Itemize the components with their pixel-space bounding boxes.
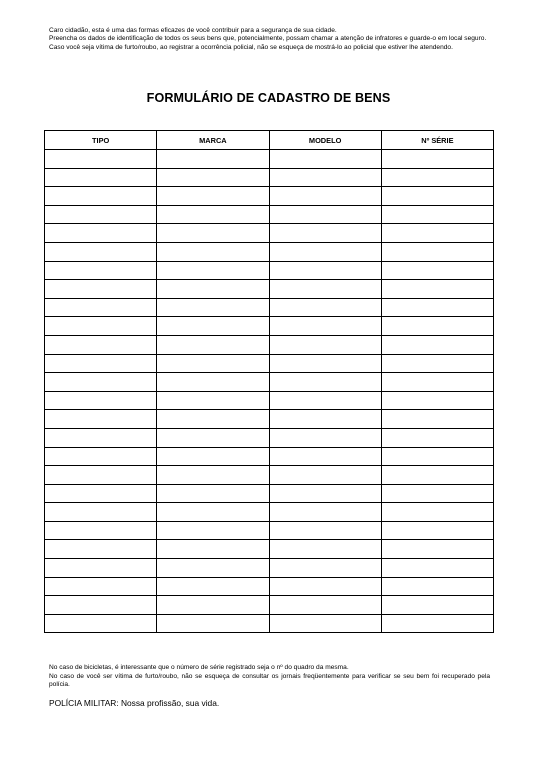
cell-modelo[interactable] xyxy=(269,447,381,466)
cell-tipo[interactable] xyxy=(45,428,157,447)
cell-numero-serie[interactable] xyxy=(381,280,493,299)
table-row xyxy=(45,540,494,559)
cell-marca[interactable] xyxy=(157,559,269,578)
form-title: FORMULÁRIO DE CADASTRO DE BENS xyxy=(146,91,391,105)
cell-marca[interactable] xyxy=(157,242,269,261)
cell-tipo[interactable] xyxy=(45,577,157,596)
cell-marca[interactable] xyxy=(157,614,269,633)
cell-marca[interactable] xyxy=(157,596,269,615)
cell-modelo[interactable] xyxy=(269,466,381,485)
cell-tipo[interactable] xyxy=(45,335,157,354)
cell-marca[interactable] xyxy=(157,428,269,447)
table-row xyxy=(45,466,494,485)
cell-marca[interactable] xyxy=(157,410,269,429)
cell-tipo[interactable] xyxy=(45,391,157,410)
cell-numero-serie[interactable] xyxy=(381,596,493,615)
table-row xyxy=(45,373,494,392)
cell-tipo[interactable] xyxy=(45,261,157,280)
cell-numero-serie[interactable] xyxy=(381,503,493,522)
cell-numero-serie[interactable] xyxy=(381,242,493,261)
table-row xyxy=(45,447,494,466)
cell-marca[interactable] xyxy=(157,205,269,224)
cell-marca[interactable] xyxy=(157,521,269,540)
cell-marca[interactable] xyxy=(157,466,269,485)
cell-tipo[interactable] xyxy=(45,242,157,261)
cell-modelo[interactable] xyxy=(269,373,381,392)
note-line-2: No caso de você ser vítima de furto/roubo, não se esqueça de consultar os jornais freqüentemente para verificar se seu bem foi recuperado pela polícia. xyxy=(49,672,490,689)
cell-tipo[interactable] xyxy=(45,596,157,615)
cell-tipo[interactable] xyxy=(45,540,157,559)
cell-modelo[interactable] xyxy=(269,242,381,261)
cell-numero-serie[interactable] xyxy=(381,317,493,336)
cell-numero-serie[interactable] xyxy=(381,540,493,559)
cell-modelo[interactable] xyxy=(269,317,381,336)
cell-marca[interactable] xyxy=(157,187,269,206)
table-row xyxy=(45,391,494,410)
cell-marca[interactable] xyxy=(157,484,269,503)
cell-numero-serie[interactable] xyxy=(381,614,493,633)
cell-tipo[interactable] xyxy=(45,317,157,336)
table-row xyxy=(45,187,494,206)
cell-marca[interactable] xyxy=(157,354,269,373)
cell-modelo[interactable] xyxy=(269,280,381,299)
cell-tipo[interactable] xyxy=(45,205,157,224)
intro-text xyxy=(49,27,490,52)
cell-numero-serie[interactable] xyxy=(381,577,493,596)
header-modelo: MODELO xyxy=(269,131,381,150)
table-row xyxy=(45,168,494,187)
table-row xyxy=(45,559,494,578)
cell-marca[interactable] xyxy=(157,168,269,187)
cell-modelo[interactable] xyxy=(269,503,381,522)
cell-tipo[interactable] xyxy=(45,280,157,299)
cell-modelo[interactable] xyxy=(269,298,381,317)
cell-modelo[interactable] xyxy=(269,596,381,615)
cell-numero-serie[interactable] xyxy=(381,410,493,429)
cell-tipo[interactable] xyxy=(45,224,157,243)
cell-numero-serie[interactable] xyxy=(381,187,493,206)
notes-text xyxy=(49,664,490,690)
table-row xyxy=(45,261,494,280)
cell-numero-serie[interactable] xyxy=(381,466,493,485)
intro-line-2: Preencha os dados de identificação de todos os seus bens que, potencialmente, possam chamar a atenção de infratores e guarde-o em local seguro. xyxy=(49,35,487,43)
cell-tipo[interactable] xyxy=(45,614,157,633)
cell-modelo[interactable] xyxy=(269,391,381,410)
cell-marca[interactable] xyxy=(157,298,269,317)
note-line-1: No caso de bicicletas, é interessante que o número de série registrado seja o nº do quadro da mesma. xyxy=(49,664,349,671)
cell-tipo[interactable] xyxy=(45,168,157,187)
cell-marca[interactable] xyxy=(157,577,269,596)
cell-marca[interactable] xyxy=(157,335,269,354)
cell-tipo[interactable] xyxy=(45,298,157,317)
table-row xyxy=(45,577,494,596)
cell-modelo[interactable] xyxy=(269,521,381,540)
cell-tipo[interactable] xyxy=(45,559,157,578)
cell-numero-serie[interactable] xyxy=(381,150,493,169)
cell-marca[interactable] xyxy=(157,540,269,559)
cell-numero-serie[interactable] xyxy=(381,447,493,466)
table-row xyxy=(45,484,494,503)
cell-modelo[interactable] xyxy=(269,354,381,373)
cell-modelo[interactable] xyxy=(269,335,381,354)
table-row xyxy=(45,298,494,317)
cell-marca[interactable] xyxy=(157,317,269,336)
cell-numero-serie[interactable] xyxy=(381,521,493,540)
table-row xyxy=(45,410,494,429)
cell-modelo[interactable] xyxy=(269,187,381,206)
cell-marca[interactable] xyxy=(157,280,269,299)
cell-tipo[interactable] xyxy=(45,447,157,466)
cell-tipo[interactable] xyxy=(45,521,157,540)
cell-modelo[interactable] xyxy=(269,428,381,447)
table-row xyxy=(45,335,494,354)
cell-modelo[interactable] xyxy=(269,614,381,633)
cell-modelo[interactable] xyxy=(269,577,381,596)
table-row xyxy=(45,596,494,615)
table-row xyxy=(45,205,494,224)
cell-marca[interactable] xyxy=(157,373,269,392)
cell-numero-serie[interactable] xyxy=(381,298,493,317)
cell-modelo[interactable] xyxy=(269,559,381,578)
cell-modelo[interactable] xyxy=(269,168,381,187)
cell-marca[interactable] xyxy=(157,447,269,466)
cell-tipo[interactable] xyxy=(45,466,157,485)
header-tipo: TIPO xyxy=(45,131,157,150)
cell-marca[interactable] xyxy=(157,391,269,410)
intro-line-3: Caso você seja vítima de furto/roubo, ao registrar a ocorrência policial, não se esqueça de mostrá-lo ao policial que estiver lhe atendendo. xyxy=(49,43,453,51)
cell-tipo[interactable] xyxy=(45,354,157,373)
cell-numero-serie[interactable] xyxy=(381,391,493,410)
cell-tipo[interactable] xyxy=(45,150,157,169)
cell-numero-serie[interactable] xyxy=(381,373,493,392)
cell-numero-serie[interactable] xyxy=(381,428,493,447)
cell-numero-serie[interactable] xyxy=(381,205,493,224)
cell-marca[interactable] xyxy=(157,150,269,169)
cell-tipo[interactable] xyxy=(45,484,157,503)
cell-numero-serie[interactable] xyxy=(381,484,493,503)
table-row xyxy=(45,428,494,447)
cell-modelo[interactable] xyxy=(269,540,381,559)
table-row xyxy=(45,150,494,169)
cell-tipo[interactable] xyxy=(45,410,157,429)
cell-modelo[interactable] xyxy=(269,261,381,280)
cell-tipo[interactable] xyxy=(45,503,157,522)
cell-tipo[interactable] xyxy=(45,373,157,392)
intro-line-1: Caro cidadão, esta é uma das formas eficazes de você contribuir para a segurança de sua cidade. xyxy=(49,27,337,34)
cell-tipo[interactable] xyxy=(45,187,157,206)
header-numero-serie: Nº SÉRIE xyxy=(381,131,493,150)
table-header-row xyxy=(45,131,494,150)
cell-modelo[interactable] xyxy=(269,410,381,429)
cell-numero-serie[interactable] xyxy=(381,354,493,373)
cell-marca[interactable] xyxy=(157,261,269,280)
cell-marca[interactable] xyxy=(157,224,269,243)
cell-numero-serie[interactable] xyxy=(381,224,493,243)
cell-numero-serie[interactable] xyxy=(381,559,493,578)
table-row xyxy=(45,280,494,299)
table-row xyxy=(45,317,494,336)
table-row xyxy=(45,614,494,633)
table-row xyxy=(45,503,494,522)
asset-table xyxy=(44,130,494,633)
cell-modelo[interactable] xyxy=(269,150,381,169)
table-row xyxy=(45,242,494,261)
cell-numero-serie[interactable] xyxy=(381,261,493,280)
table-row xyxy=(45,224,494,243)
table-body xyxy=(45,150,494,633)
cell-marca[interactable] xyxy=(157,503,269,522)
cell-numero-serie[interactable] xyxy=(381,335,493,354)
cell-modelo[interactable] xyxy=(269,484,381,503)
header-marca: MARCA xyxy=(157,131,269,150)
cell-numero-serie[interactable] xyxy=(381,168,493,187)
cell-modelo[interactable] xyxy=(269,205,381,224)
footer-slogan: POLÍCIA MILITAR: Nossa profissão, sua vida. xyxy=(49,698,220,708)
table-row xyxy=(45,521,494,540)
table-row xyxy=(45,354,494,373)
cell-modelo[interactable] xyxy=(269,224,381,243)
